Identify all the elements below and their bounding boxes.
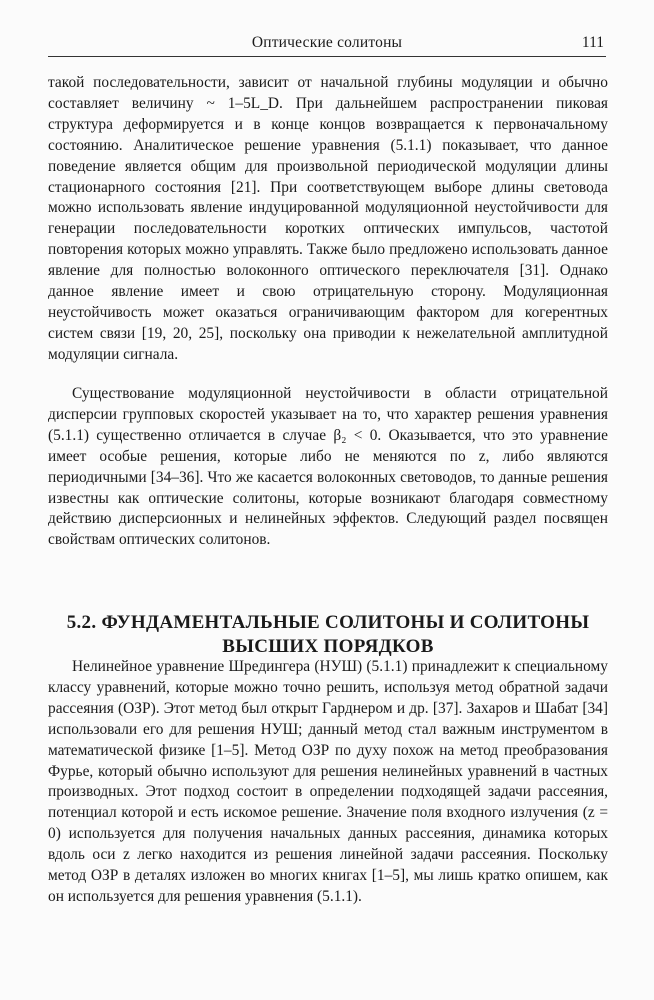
section-heading-line-2: ВЫСШИХ ПОРЯДКОВ	[222, 635, 434, 657]
section-heading	[48, 611, 608, 659]
paragraph-inverse-scattering: Нелинейное уравнение Шредингера (НУШ) (5.1.1) принадлежит к специальному классу уравнений, которые можно точно решить, используя метод обратной задачи рассеяния (ОЗР). Этот метод был открыт Гарднером и др. [37]. Захаров и Шабат [34] использовали его для решения НУШ; данный метод стал важным инструментом в математической физике [1–5]. Метод ОЗР по духу похож на метод преобразования Фурье, который обычно используют для решения нелинейных уравнений в частных производных. Этот подход состоит в определении подходящей задачи рассеяния, потенциал которой и есть искомое решение. Значение поля входного излучения (z = 0) используется для получения начальных данных рассеяния, динамика которых вдоль оси z легко находится из решения линейной задачи рассеяния. Поскольку метод ОЗР в деталях изложен во многих книгах [1–5], мы лишь кратко опишем, как он используется для решения уравнения (5.1.1).	[48, 658, 608, 905]
text-block-bottom	[48, 657, 608, 908]
section-heading-line-1: 5.2. ФУНДАМЕНТАЛЬНЫЕ СОЛИТОНЫ И СОЛИТОНЫ	[66, 611, 590, 633]
running-title: Оптические солитоны	[251, 34, 403, 51]
running-header	[48, 30, 606, 57]
text-block-middle	[48, 384, 608, 551]
page-number: 111	[581, 34, 604, 51]
paragraph-continuation: такой последовательности, зависит от начальной глубины модуляции и обычно составляет величину ~ 1–5L_D. При дальнейшем распространении пиковая структура деформируется и в конце концов возвращается к первоначальному состоянию. Аналитическое решение уравнения (5.1.1) показывает, что данное поведение является общим для произвольной периодической модуляции длины стационарного состояния [21]. При соответствующем выборе длины световода можно использовать явление индуцированной модуляционной неустойчивости для генерации последовательности коротких оптических импульсов, частотой повторения которых можно управлять. Также было предложено использовать данное явление для полностью волоконного оптического переключателя [31]. Однако данное явление имеет и свою отрицательную сторону. Модуляционная неустойчивость может оказаться ограничивающим фактором для когерентных систем связи [19, 20, 25], поскольку она приводии к нежелательной амплитудной модуляции сигнала.	[48, 74, 608, 363]
paragraph-modulation-instability: Существование модуляционной неустойчивости в области отрицательной дисперсии групповых скоростей указывает на то, что характер решения уравнения (5.1.1) существенно отличается в случае β₂ < 0. Оказывается, что это уравнение имеет особые решения, которые либо не меняются по z, либо являются периодичными [34–36]. Что же касается волоконных световодов, то данные решения известны как оптические солитоны, которые возникают благодаря совместному действию дисперсионных и нелинейных эффектов. Следующий раздел посвящен свойствам оптических солитонов.	[48, 385, 608, 549]
text-block-top	[48, 73, 608, 366]
